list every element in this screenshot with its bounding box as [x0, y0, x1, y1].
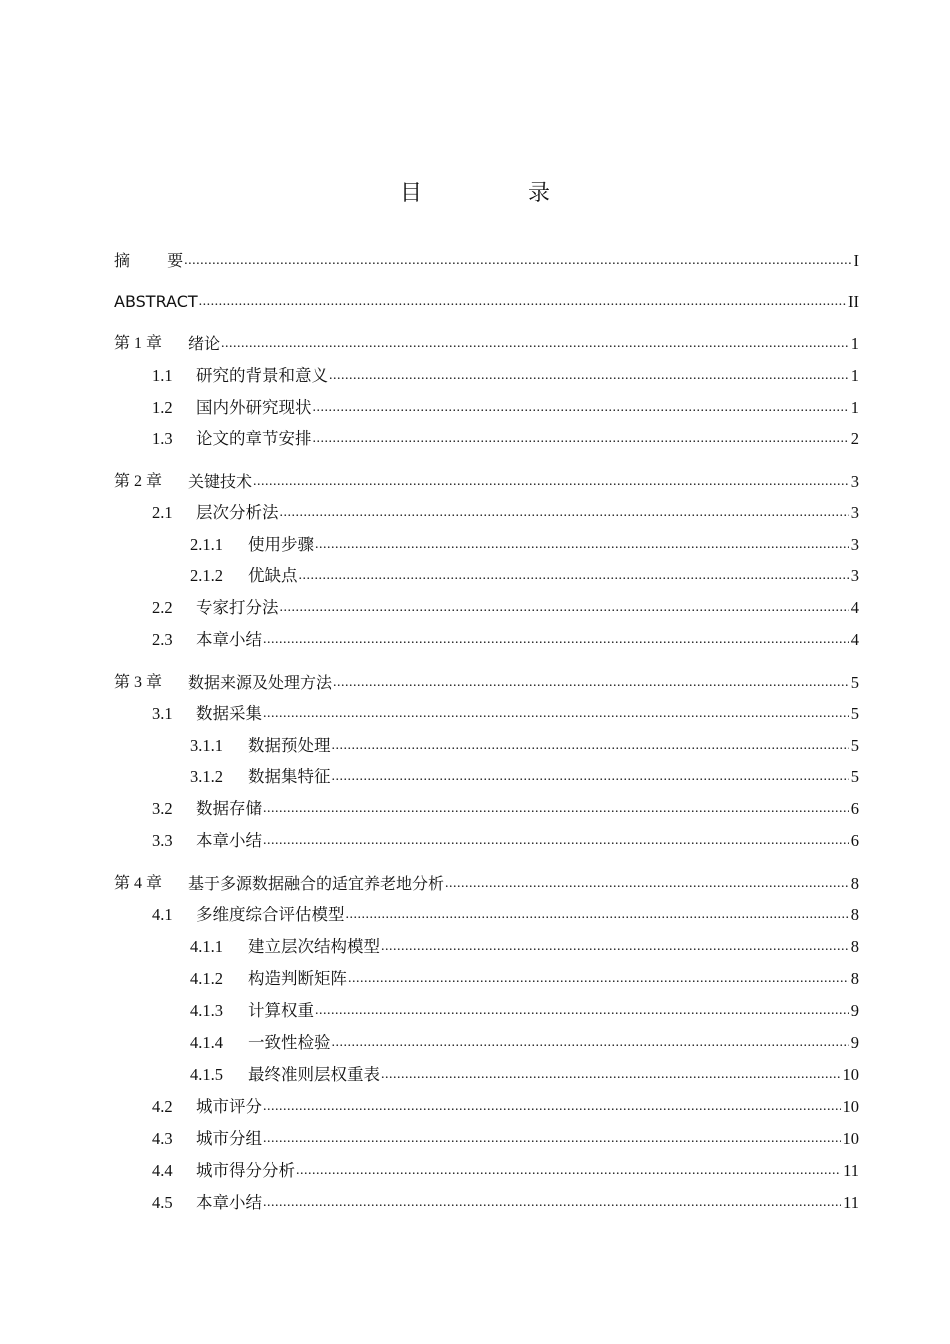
- toc-entry-label: 数据存储: [196, 799, 262, 818]
- toc-dot-leader: [298, 565, 849, 587]
- toc-entry[interactable]: [114, 670, 859, 694]
- toc-entry[interactable]: [152, 902, 859, 926]
- toc-entry-label: 基于多源数据融合的适宜养老地分析: [188, 874, 445, 893]
- toc-dot-leader: [312, 397, 849, 419]
- toc-dot-leader: [198, 291, 846, 313]
- toc-entry-page: 9: [850, 1033, 859, 1052]
- toc-entry-label: 使用步骤: [248, 535, 314, 554]
- toc-dot-leader: [331, 1032, 849, 1054]
- toc-entry-page: 5: [850, 704, 859, 723]
- toc-entry-page: 5: [850, 673, 859, 692]
- toc-entry[interactable]: [152, 1158, 859, 1182]
- toc-dot-leader: [345, 904, 849, 926]
- toc-entry[interactable]: [152, 1190, 859, 1214]
- toc-entry-label: 一致性检验: [248, 1033, 331, 1052]
- toc-entry-page: 8: [850, 905, 859, 924]
- toc-entry-number: 4.3: [152, 1129, 173, 1148]
- toc-dot-leader: [332, 672, 849, 694]
- toc-entry-page: 6: [850, 831, 859, 850]
- toc-entry-number: 4.1: [152, 905, 173, 924]
- toc-entry[interactable]: [190, 1030, 859, 1054]
- toc-entry-number: 第 3 章: [114, 674, 163, 691]
- toc-entry-number: 3.1.2: [190, 767, 223, 786]
- toc-entry-label: 研究的背景和意义: [196, 366, 328, 385]
- toc-entry-label: 关键技术: [188, 472, 253, 491]
- toc-entry-number: 4.1.4: [190, 1033, 223, 1052]
- toc-entry-label: 优缺点: [248, 566, 298, 585]
- toc-dot-leader: [262, 1192, 841, 1214]
- toc-entry-label: 绪论: [188, 334, 221, 353]
- toc-entry-number: 3.1: [152, 704, 173, 723]
- toc-entry-page: 8: [850, 969, 859, 988]
- toc-entry-number: 4.5: [152, 1193, 173, 1212]
- toc-entry-label: 本章小结: [196, 831, 262, 850]
- toc-entry[interactable]: [190, 1062, 859, 1086]
- toc-entry[interactable]: [152, 500, 859, 524]
- toc-dot-leader: [314, 534, 849, 556]
- toc-entry[interactable]: [190, 563, 859, 587]
- toc-entry-page: 1: [850, 334, 859, 353]
- toc-entry-number: 4.1.1: [190, 937, 223, 956]
- toc-entry-page: 5: [850, 767, 859, 786]
- toc-entry-number: 2.1: [152, 503, 173, 522]
- toc-entry-label: 国内外研究现状: [196, 398, 312, 417]
- toc-entry[interactable]: [114, 289, 859, 313]
- toc-entry-number: 2.1.2: [190, 566, 223, 585]
- toc-entry-label: 计算权重: [248, 1001, 314, 1020]
- toc-dot-leader: [279, 597, 849, 619]
- toc-entry-page: I: [853, 251, 859, 270]
- toc-entry-page: 11: [843, 1193, 859, 1212]
- toc-entry-page: 1: [850, 366, 859, 385]
- toc-entry-page: 3: [850, 472, 859, 491]
- toc-entry-label: 最终准则层权重表: [248, 1065, 380, 1084]
- toc-entry[interactable]: [152, 595, 859, 619]
- toc-entry[interactable]: [152, 828, 859, 852]
- toc-entry-page: 6: [850, 799, 859, 818]
- toc-entry-number: 4.4: [152, 1161, 173, 1180]
- toc-entry[interactable]: [152, 796, 859, 820]
- toc-entry[interactable]: [190, 998, 859, 1022]
- toc-entry-page: 10: [842, 1097, 859, 1116]
- toc-entry-page: II: [848, 292, 859, 311]
- toc-entry-label: 数据来源及处理方法: [188, 673, 333, 692]
- toc-dot-leader: [328, 365, 849, 387]
- toc-entry-page: 8: [850, 874, 859, 893]
- toc-dot-leader: [444, 873, 849, 895]
- toc-dot-leader: [262, 703, 849, 725]
- toc-entry[interactable]: [114, 248, 859, 272]
- toc-entry[interactable]: [114, 469, 859, 493]
- toc-entry-label: 本章小结: [196, 1193, 262, 1212]
- toc-entry-page: 3: [850, 503, 859, 522]
- toc-entry-number: 第 2 章: [114, 473, 163, 490]
- toc-entry[interactable]: [152, 395, 859, 419]
- toc-entry[interactable]: [190, 733, 859, 757]
- toc-entry-label: 城市分组: [196, 1129, 262, 1148]
- toc-dot-leader: [279, 502, 849, 524]
- toc-entry-page: 10: [842, 1129, 859, 1148]
- toc-entry-number: 1.2: [152, 398, 173, 417]
- toc-dot-leader: [220, 333, 849, 355]
- toc-entry[interactable]: [152, 701, 859, 725]
- toc-entry-page: 3: [850, 535, 859, 554]
- toc-entry[interactable]: [152, 426, 859, 450]
- toc-entry-page: 1: [850, 398, 859, 417]
- toc-entry[interactable]: [190, 966, 859, 990]
- toc-dot-leader: [312, 428, 849, 450]
- toc-dot-leader: [331, 766, 849, 788]
- toc-entry-label: 专家打分法: [196, 598, 279, 617]
- toc-entry-number: 1.3: [152, 429, 173, 448]
- toc-entry-number: 2.2: [152, 598, 173, 617]
- toc-entry[interactable]: [190, 764, 859, 788]
- toc-entry-number: 1.1: [152, 366, 173, 385]
- toc-entry-number: 2.1.1: [190, 535, 223, 554]
- toc-entry-page: 9: [850, 1001, 859, 1020]
- toc-entry-page: 4: [850, 630, 859, 649]
- toc-entry-label: 数据集特征: [248, 767, 331, 786]
- toc-entry-label: ABSTRACT: [114, 292, 198, 311]
- toc-dot-leader: [262, 1096, 841, 1118]
- toc-entry-page: 11: [843, 1161, 859, 1180]
- toc-entry-page: 8: [850, 937, 859, 956]
- toc-entry-number: 4.1.3: [190, 1001, 223, 1020]
- toc-entry-label: 城市评分: [196, 1097, 262, 1116]
- toc-entry-page: 10: [842, 1065, 859, 1084]
- toc-dot-leader: [262, 629, 849, 651]
- toc-entry-label: 摘 要: [114, 251, 184, 270]
- toc-entry[interactable]: [114, 331, 859, 355]
- toc-entry[interactable]: [190, 532, 859, 556]
- toc-entry-page: 5: [850, 736, 859, 755]
- toc-entry-number: 第 1 章: [114, 335, 163, 352]
- toc-entry-number: 4.2: [152, 1097, 173, 1116]
- toc-dot-leader: [380, 936, 849, 958]
- toc-entry[interactable]: [190, 934, 859, 958]
- toc-dot-leader: [295, 1160, 841, 1182]
- toc-dot-leader: [262, 830, 849, 852]
- toc-entry-label: 多维度综合评估模型: [196, 905, 345, 924]
- toc-entry-label: 建立层次结构模型: [248, 937, 380, 956]
- toc-entry[interactable]: [152, 363, 859, 387]
- toc-entry-page: 3: [850, 566, 859, 585]
- toc-entry[interactable]: [114, 871, 859, 895]
- toc-dot-leader: [262, 1128, 841, 1150]
- toc-entry-label: 数据预处理: [248, 736, 331, 755]
- toc-entry-number: 3.3: [152, 831, 173, 850]
- toc-title: 目 录: [399, 181, 592, 206]
- toc-dot-leader: [380, 1064, 841, 1086]
- toc-entry-label: 数据采集: [196, 704, 262, 723]
- toc-entry[interactable]: [152, 1094, 859, 1118]
- toc-entry[interactable]: [152, 627, 859, 651]
- toc-entry-label: 论文的章节安排: [196, 429, 312, 448]
- toc-dot-leader: [331, 735, 849, 757]
- toc-entry-number: 第 4 章: [114, 875, 163, 892]
- toc-entry[interactable]: [152, 1126, 859, 1150]
- toc-dot-leader: [262, 798, 849, 820]
- toc-entry-number: 2.3: [152, 630, 173, 649]
- toc-dot-leader: [252, 471, 849, 493]
- toc-entry-page: 4: [850, 598, 859, 617]
- toc-entry-number: 4.1.5: [190, 1065, 223, 1084]
- toc-dot-leader: [347, 968, 849, 990]
- toc-entry-label: 层次分析法: [196, 503, 279, 522]
- toc-entry-page: 2: [850, 429, 859, 448]
- toc-entry-label: 城市得分分析: [196, 1161, 295, 1180]
- toc-entry-number: 4.1.2: [190, 969, 223, 988]
- toc-entry-label: 本章小结: [196, 630, 262, 649]
- toc-entry-label: 构造判断矩阵: [248, 969, 347, 988]
- toc-entry-number: 3.2: [152, 799, 173, 818]
- toc-dot-leader: [314, 1000, 849, 1022]
- toc-dot-leader: [183, 250, 851, 272]
- toc-entry-number: 3.1.1: [190, 736, 223, 755]
